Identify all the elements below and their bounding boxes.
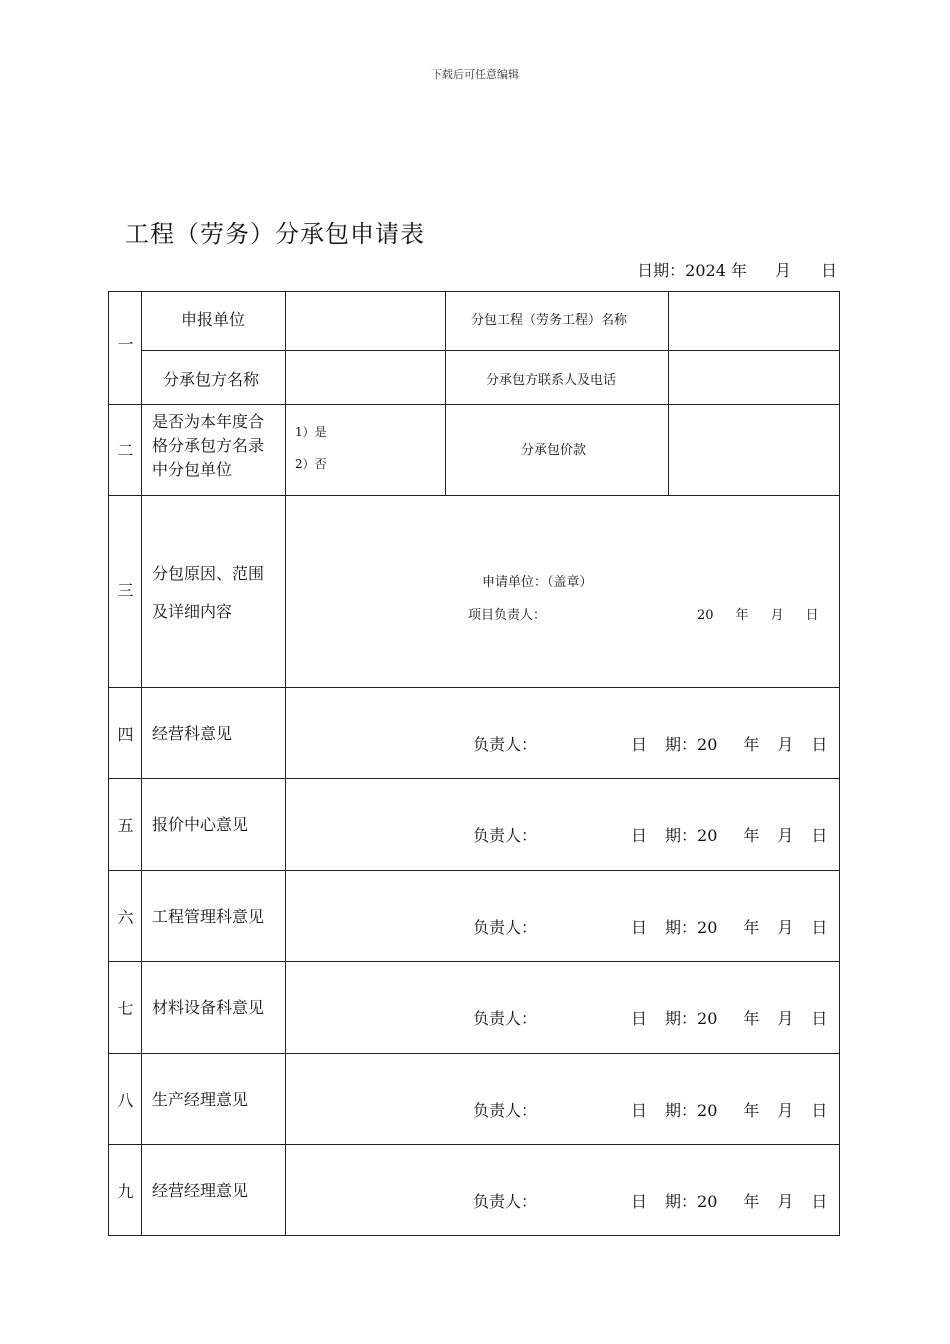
responsible-label: 负责人： (473, 1101, 538, 1120)
section-number: 一 (117, 335, 134, 354)
sign-date (631, 1189, 827, 1212)
section3-date (697, 604, 819, 623)
sign-date-month: 月 (777, 1009, 794, 1028)
subcontract-project-name-label: 分包工程（劳务工程）名称 (471, 313, 628, 328)
header-date-day: 日 (820, 261, 837, 280)
section-number: 九 (117, 1182, 134, 1201)
header-date (637, 258, 837, 281)
sign-date-day: 日 (811, 1192, 828, 1211)
section3-date-year: 20 (697, 608, 714, 623)
subcontract-project-name-field[interactable] (669, 293, 837, 349)
sign-date-qi: 期：20 (665, 918, 718, 937)
section-number: 四 (117, 725, 134, 744)
sign-date-month: 月 (777, 918, 794, 937)
opinion-label: 报价中心意见 (152, 815, 249, 834)
subcontract-reason-label-line: 及详细内容 (152, 602, 233, 621)
sign-date-day: 日 (811, 826, 828, 845)
qualified-list-question-line: 格分承包方名录 (152, 436, 265, 455)
sign-date-day: 日 (811, 1009, 828, 1028)
sign-date-day: 日 (811, 1101, 828, 1120)
sign-date-month: 月 (777, 1192, 794, 1211)
form-title: 工程（劳务）分承包申请表 (125, 220, 425, 248)
sign-date-year: 年 (743, 1101, 760, 1120)
subcontractor-contact-field[interactable] (669, 351, 837, 403)
opinion-label: 经营经理意见 (152, 1181, 249, 1200)
qualified-list-question-line: 是否为本年度合 (152, 412, 265, 431)
sign-date-day: 日 (811, 735, 828, 754)
opinion-label: 经营科意见 (152, 724, 233, 743)
sign-date-year: 年 (743, 735, 760, 754)
section-number: 六 (117, 908, 134, 927)
sign-date-ri: 日 (631, 826, 648, 845)
sign-date-qi: 期：20 (665, 826, 718, 845)
header-date-prefix: 日期：2024 年 (637, 261, 747, 280)
qualified-list-question (152, 410, 264, 482)
responsible-label: 负责人： (473, 1192, 538, 1211)
sign-date-ri: 日 (631, 1101, 648, 1120)
sign-date-ri: 日 (631, 1192, 648, 1211)
sign-date-ri: 日 (631, 918, 648, 937)
sign-date (631, 732, 827, 755)
sign-date-ri: 日 (631, 1009, 648, 1028)
applicant-unit-label: 申报单位 (181, 310, 246, 329)
responsible-label: 负责人： (473, 826, 538, 845)
subcontract-details-field[interactable] (286, 496, 837, 686)
header-date-month: 月 (774, 261, 791, 280)
sign-date-month: 月 (777, 826, 794, 845)
section3-date-y: 年 (735, 608, 749, 623)
sign-date-ri: 日 (631, 735, 648, 754)
sign-date-qi: 期：20 (665, 1101, 718, 1120)
subcontractor-name-field[interactable] (286, 351, 444, 403)
sign-date-qi: 期：20 (665, 1192, 718, 1211)
subcontract-price-label: 分承包价款 (521, 443, 587, 458)
section-number: 三 (117, 581, 134, 600)
subcontract-reason-label-line: 分包原因、范围 (152, 564, 265, 583)
applicant-unit-field[interactable] (286, 293, 444, 349)
subcontractor-name-label: 分承包方名称 (163, 370, 260, 389)
sign-date-year: 年 (743, 1192, 760, 1211)
sign-date-year: 年 (743, 918, 760, 937)
subcontract-price-field[interactable] (669, 405, 837, 494)
watermark-text: 下载后可任意编辑 (431, 68, 519, 81)
section-number: 五 (117, 816, 134, 835)
subcontractor-contact-label: 分承包方联系人及电话 (486, 373, 617, 388)
sign-date-year: 年 (743, 826, 760, 845)
sign-date-day: 日 (811, 918, 828, 937)
sign-date-year: 年 (743, 1009, 760, 1028)
opinion-label: 材料设备科意见 (152, 998, 265, 1017)
section-number: 七 (117, 999, 134, 1018)
sign-date-qi: 期：20 (665, 1009, 718, 1028)
sign-date (631, 915, 827, 938)
responsible-label: 负责人： (473, 1009, 538, 1028)
responsible-label: 负责人： (473, 918, 538, 937)
sign-date (631, 823, 827, 846)
opinion-label: 工程管理科意见 (152, 907, 265, 926)
application-form-table (108, 291, 840, 1236)
section3-date-d: 日 (805, 608, 819, 623)
responsible-label: 负责人： (473, 735, 538, 754)
sign-date (631, 1098, 827, 1121)
qualified-list-question-line: 中分包单位 (152, 460, 233, 479)
sign-date-qi: 期：20 (665, 735, 718, 754)
section-number: 二 (117, 441, 134, 460)
project-manager-label: 项目负责人： (468, 608, 547, 623)
sign-date-month: 月 (777, 735, 794, 754)
sign-date-month: 月 (777, 1101, 794, 1120)
section-number: 八 (117, 1091, 134, 1110)
section3-date-m: 月 (770, 608, 784, 623)
subcontract-reason-label (152, 555, 264, 631)
sign-date (631, 1006, 827, 1029)
opinion-label: 生产经理意见 (152, 1090, 249, 1109)
applicant-seal-label: 申请单位：（盖章） (482, 575, 593, 590)
option-no[interactable]: 2）否 (295, 457, 327, 471)
option-yes[interactable]: 1）是 (295, 425, 327, 439)
grid-line (445, 292, 446, 495)
